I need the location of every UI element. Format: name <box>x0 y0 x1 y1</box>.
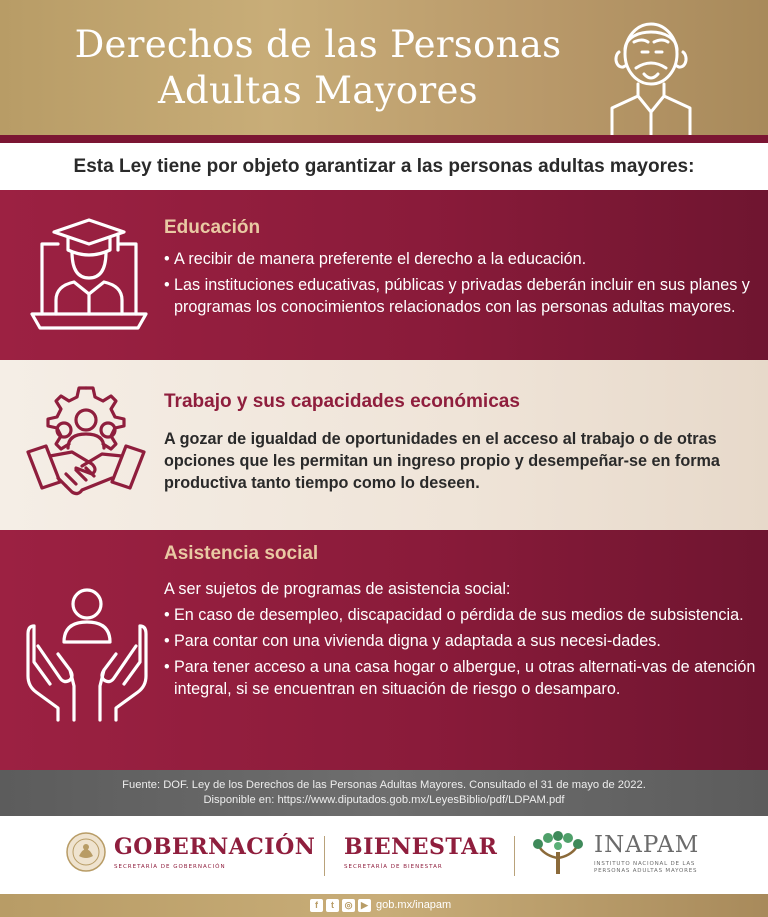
title-line-1: Derechos de las Personas <box>74 23 562 66</box>
inapam-sub: INSTITUTO NACIONAL DE LAS PERSONAS ADULTAS MAYORES <box>594 861 698 874</box>
seal-icon <box>66 832 106 872</box>
list-item: • A recibir de manera preferente el derecho a la educación. <box>164 248 758 270</box>
logos-bar <box>0 816 768 894</box>
youtube-icon[interactable]: ▶ <box>358 899 371 912</box>
header-stripe <box>0 135 768 143</box>
section-body-educacion <box>164 248 758 322</box>
list-item: • Las instituciones educativas, públicas y privadas deberán incluir en sus planes y programas los conocimientos relacionados con las personas adultas mayores. <box>164 274 758 318</box>
footer-url-link[interactable]: gob.mx/inapam <box>376 899 452 911</box>
list-item: • Para tener acceso a una casa hogar o albergue, u otras alternati-vas de atención integral, si se encuentran en situación de riesgo o desamparo. <box>164 656 758 700</box>
gobernacion-sub: SECRETARÍA DE GOBERNACIÓN <box>114 864 226 870</box>
section-heading-asistencia: Asistencia social <box>164 543 319 564</box>
page-title <box>48 22 588 114</box>
title-line-2: Adultas Mayores <box>158 69 478 112</box>
section-body-asistencia <box>164 578 758 704</box>
section-heading-trabajo: Trabajo y sus capacidades económicas <box>164 391 520 412</box>
social-icons <box>310 899 371 912</box>
list-item: • Para contar con una vivienda digna y adaptada a sus necesi-dades. <box>164 630 758 652</box>
section-asistencia <box>0 530 768 770</box>
inapam-tree-icon <box>528 830 588 876</box>
bienestar-name: BIENESTAR <box>344 834 498 860</box>
section-trabajo <box>0 360 768 530</box>
gobernacion-name: GOBERNACIÓN <box>114 834 316 860</box>
section-heading-educacion: Educación <box>164 217 261 238</box>
logo-divider <box>324 836 325 876</box>
bienestar-sub: SECRETARÍA DE BIENESTAR <box>344 864 443 870</box>
section-body-trabajo: A gozar de igualdad de oportunidades en el acceso al trabajo o de otras opciones que les permitan un ingreso propio y desempeñar-se en forma productiva tanto tiempo como lo deseen. <box>164 430 720 492</box>
logo-divider <box>514 836 515 876</box>
source-line-1: Fuente: DOF. Ley de los Derechos de las Personas Adultas Mayores. Consultado el 31 de mayo de 2022. <box>122 779 646 791</box>
hands-person-icon <box>26 586 148 722</box>
facebook-icon[interactable]: f <box>310 899 323 912</box>
footer-bar <box>0 894 768 917</box>
section-educacion <box>0 190 768 360</box>
lead-text: A ser sujetos de programas de asistencia social: <box>164 580 511 598</box>
inapam-name: INAPAM <box>594 832 700 858</box>
intro-text: Esta Ley tiene por objeto garantizar a las personas adultas mayores: <box>0 143 768 190</box>
header-banner <box>0 0 768 137</box>
source-note <box>0 770 768 816</box>
handshake-gear-icon <box>22 382 150 510</box>
graduate-laptop-icon <box>28 216 150 334</box>
list-item: • En caso de desempleo, discapacidad o pérdida de sus medios de subsistencia. <box>164 604 758 626</box>
instagram-icon[interactable]: ◎ <box>342 899 355 912</box>
elderly-person-icon <box>606 12 696 136</box>
twitter-icon[interactable]: t <box>326 899 339 912</box>
source-line-2: Disponible en: https://www.diputados.gob.mx/LeyesBiblio/pdf/LDPAM.pdf <box>203 794 565 806</box>
